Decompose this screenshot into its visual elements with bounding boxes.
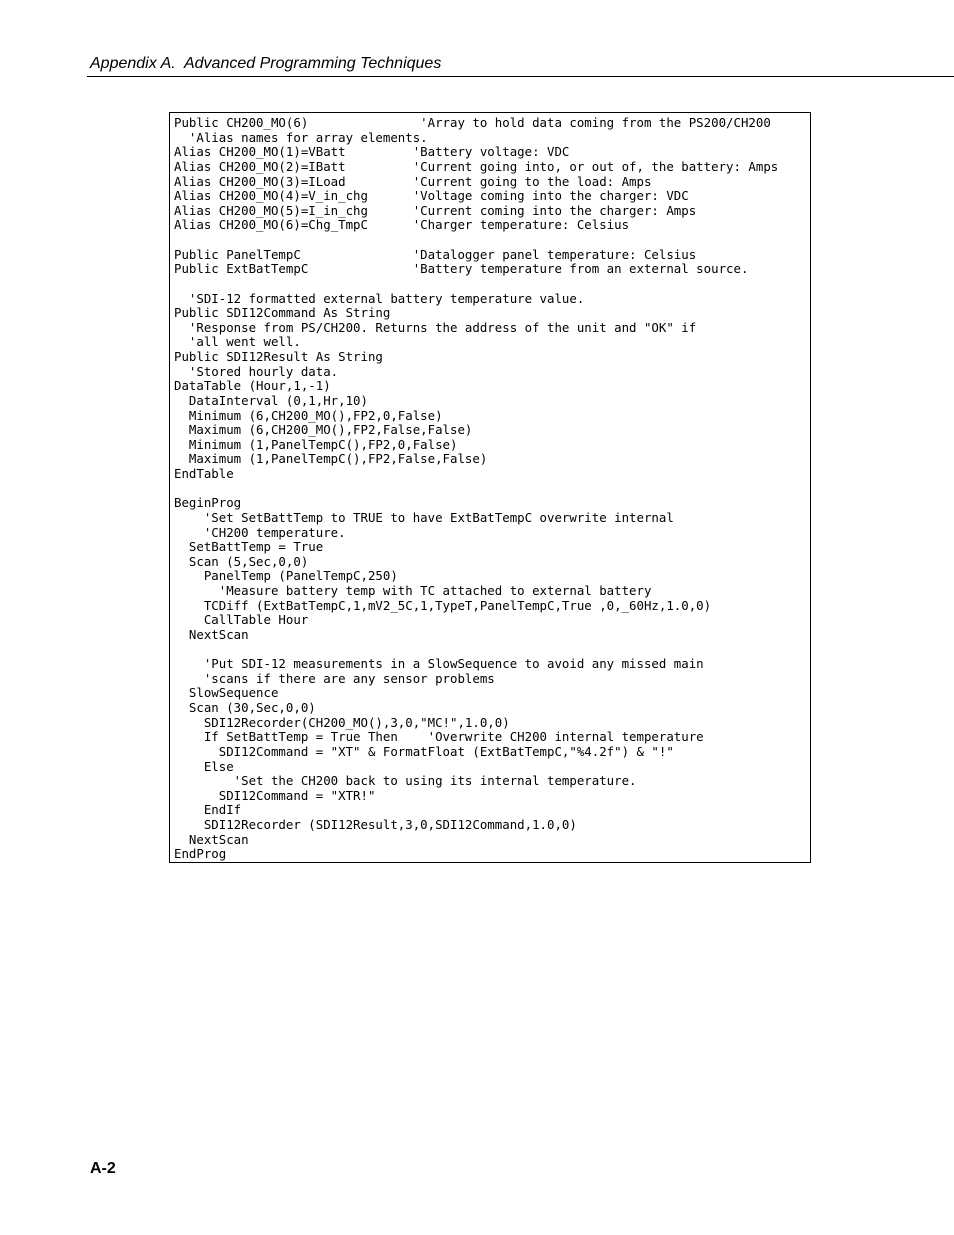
code-line bbox=[174, 482, 778, 497]
code-line bbox=[174, 233, 778, 248]
code-line: Alias CH200_MO(6)=Chg_TmpC 'Charger temperature: Celsius bbox=[174, 217, 630, 233]
code-line: 'CH200 temperature. bbox=[174, 524, 346, 540]
code-line: EndProg bbox=[174, 846, 227, 862]
code-line: Alias CH200_MO(5)=I_in_chg 'Current coming into the charger: Amps bbox=[174, 202, 697, 218]
code-line: Public SDI12Result As String bbox=[174, 349, 383, 364]
code-listing bbox=[174, 116, 778, 862]
code-line: DataInterval (0,1,Hr,10) bbox=[174, 392, 368, 408]
code-line bbox=[174, 643, 778, 658]
code-line: PanelTemp (PanelTempC,250) bbox=[174, 568, 398, 584]
code-line: Maximum (1,PanelTempC(),FP2,False,False) bbox=[174, 451, 488, 467]
code-line: Public CH200_MO(6) 'Array to hold data coming from the PS200/CH200 bbox=[174, 115, 771, 130]
code-line: 'Put SDI-12 measurements in a SlowSequence to avoid any missed main bbox=[174, 656, 704, 672]
code-line: Alias CH200_MO(1)=VBatt 'Battery voltage: VDC bbox=[174, 144, 570, 160]
code-line: Minimum (6,CH200_MO(),FP2,0,False) bbox=[174, 407, 443, 423]
code-line: If SetBattTemp = True Then 'Overwrite CH200 internal temperature bbox=[174, 729, 704, 745]
code-line: Else bbox=[174, 758, 234, 774]
code-line: SDI12Recorder(CH200_MO(),3,0,"MC!",1.0,0) bbox=[174, 714, 510, 730]
code-line: SlowSequence bbox=[174, 685, 279, 701]
code-line: CallTable Hour bbox=[174, 612, 309, 628]
page-header-title: Appendix A. Advanced Programming Techniques bbox=[90, 55, 442, 72]
code-line: Public PanelTempC 'Datalogger panel temperature: Celsius bbox=[174, 246, 697, 262]
code-line: Minimum (1,PanelTempC(),FP2,0,False) bbox=[174, 436, 458, 452]
code-line: SDI12Recorder (SDI12Result,3,0,SDI12Command,1.0,0) bbox=[174, 817, 577, 832]
code-line bbox=[174, 277, 778, 292]
code-line: Public ExtBatTempC 'Battery temperature from an external source. bbox=[174, 261, 749, 277]
code-line: 'Alias names for array elements. bbox=[174, 129, 428, 145]
code-line: NextScan bbox=[174, 831, 249, 847]
code-line: 'Response from PS/CH200. Returns the address of the unit and "OK" if bbox=[174, 319, 697, 335]
code-line: SDI12Command = "XTR!" bbox=[174, 787, 376, 803]
code-listing-box bbox=[169, 112, 811, 863]
code-line: Maximum (6,CH200_MO(),FP2,False,False) bbox=[174, 422, 473, 438]
code-line: EndTable bbox=[174, 466, 234, 481]
code-line: 'SDI-12 formatted external battery temperature value. bbox=[174, 290, 585, 306]
code-line: 'all went well. bbox=[174, 334, 301, 350]
page-number: A-2 bbox=[90, 1160, 116, 1177]
code-line: Scan (5,Sec,0,0) bbox=[174, 553, 309, 569]
code-line: 'Stored hourly data. bbox=[174, 363, 339, 379]
code-line: DataTable (Hour,1,-1) bbox=[174, 378, 331, 394]
code-line: NextScan bbox=[174, 626, 249, 642]
code-line: EndIf bbox=[174, 802, 242, 818]
code-line: TCDiff (ExtBatTempC,1,mV2_5C,1,TypeT,PanelTempC,True ,0,_60Hz,1.0,0) bbox=[174, 597, 712, 613]
code-line: Alias CH200_MO(4)=V_in_chg 'Voltage coming into the charger: VDC bbox=[174, 188, 689, 204]
code-line: Scan (30,Sec,0,0) bbox=[174, 700, 316, 715]
code-line: SetBattTemp = True bbox=[174, 539, 324, 555]
code-line: Public SDI12Command As String bbox=[174, 305, 391, 321]
code-line: Alias CH200_MO(2)=IBatt 'Current going into, or out of, the battery: Amps bbox=[174, 158, 779, 174]
header-rule bbox=[87, 76, 954, 77]
code-line: 'Measure battery temp with TC attached to external battery bbox=[174, 583, 652, 598]
code-line: 'Set the CH200 back to using its internal temperature. bbox=[174, 773, 637, 789]
code-line: SDI12Command = "XT" & FormatFloat (ExtBatTempC,"%4.2f") & "!" bbox=[174, 743, 674, 759]
code-line: 'scans if there are any sensor problems bbox=[174, 670, 495, 686]
code-line: BeginProg bbox=[174, 495, 242, 511]
code-line: 'Set SetBattTemp to TRUE to have ExtBatTempC overwrite internal bbox=[174, 509, 674, 525]
code-line: Alias CH200_MO(3)=ILoad 'Current going to the load: Amps bbox=[174, 173, 652, 189]
